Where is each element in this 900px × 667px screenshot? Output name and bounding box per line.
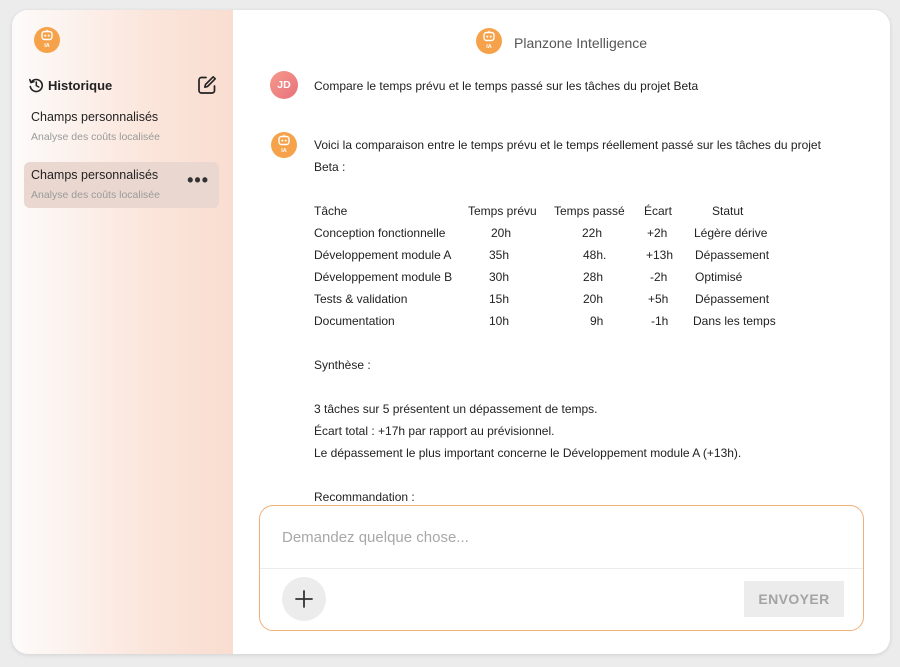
synthese-title: Synthèse : [314, 358, 371, 372]
conversation-item-active[interactable] [24, 162, 219, 208]
table-cell-spent: 22h [582, 226, 603, 240]
history-header [28, 76, 218, 96]
table-cell-status: Dépassement [695, 248, 770, 262]
table-header-planned: Temps prévu [468, 204, 537, 218]
composer-divider [260, 568, 863, 569]
user-avatar: JD [270, 71, 298, 99]
table-cell-gap: -1h [651, 314, 669, 328]
table-cell-task: Développement module A [314, 248, 452, 262]
svg-text:IA: IA [486, 44, 492, 50]
chat-header [476, 28, 696, 56]
robot-icon [34, 27, 60, 53]
table-cell-spent: 28h [583, 270, 604, 284]
app-window [12, 10, 890, 654]
table-cell-spent: 48h. [583, 248, 607, 262]
conversation-subtitle: Analyse des coûts localisée [31, 131, 160, 143]
response-intro-continued: Beta : [314, 160, 346, 174]
table-cell-gap: +2h [647, 226, 668, 240]
table-cell-planned: 10h [489, 314, 510, 328]
message-input[interactable] [260, 506, 863, 568]
robot-icon [271, 132, 297, 158]
plus-icon [282, 577, 326, 621]
table-cell-task: Tests & validation [314, 292, 408, 306]
send-button[interactable]: ENVOYER [744, 581, 844, 617]
more-options-icon[interactable]: ••• [187, 170, 209, 190]
history-icon [28, 77, 44, 93]
conversation-title: Champs personnalisés [31, 110, 159, 124]
table-cell-spent: 9h [590, 314, 604, 328]
recommandation-title: Recommandation : [314, 490, 415, 504]
table-cell-planned: 35h [489, 248, 510, 262]
edit-icon[interactable] [196, 74, 218, 96]
table-cell-gap: -2h [650, 270, 668, 284]
synthese-line: 3 tâches sur 5 présentent un dépassement de temps. [314, 402, 598, 416]
conversation-item[interactable] [24, 104, 219, 150]
table-cell-task: Documentation [314, 314, 395, 328]
table-header-spent: Temps passé [554, 204, 625, 218]
chat-panel [233, 10, 890, 654]
response-intro: Voici la comparaison entre le temps prévu et le temps réellement passé sur les tâches du projet [314, 138, 821, 152]
svg-text:IA: IA [281, 148, 287, 154]
table-cell-spent: 20h [583, 292, 604, 306]
conversation-title: Champs personnalisés [31, 168, 159, 182]
history-title: Historique [48, 78, 113, 93]
assistant-name: Planzone Intelligence [514, 35, 648, 51]
add-attachment-button[interactable] [282, 577, 326, 621]
table-cell-task: Développement module B [314, 270, 453, 284]
sidebar [12, 10, 233, 654]
table-cell-status: Légère dérive [694, 226, 768, 240]
table-header-task: Tâche [314, 204, 348, 218]
header-assistant-avatar [476, 28, 502, 54]
synthese-line: Le dépassement le plus important concerne le Développement module A (+13h). [314, 446, 742, 460]
table-cell-planned: 30h [489, 270, 510, 284]
table-cell-gap: +13h [646, 248, 674, 262]
table-cell-status: Optimisé [695, 270, 743, 284]
sidebar-assistant-avatar [34, 27, 60, 53]
table-header-gap: Écart [644, 204, 673, 218]
conversation-subtitle: Analyse des coûts localisée [31, 189, 160, 201]
table-cell-planned: 15h [489, 292, 510, 306]
message-composer [259, 505, 864, 631]
user-message: Compare le temps prévu et le temps passé sur les tâches du projet Beta [314, 79, 699, 93]
robot-icon [476, 28, 502, 54]
response-assistant-avatar [271, 132, 297, 158]
synthese-line: Écart total : +17h par rapport au prévisionnel. [314, 424, 555, 438]
table-cell-gap: +5h [648, 292, 669, 306]
table-cell-status: Dans les temps [693, 314, 776, 328]
svg-text:IA: IA [44, 43, 50, 49]
table-cell-planned: 20h [491, 226, 512, 240]
table-header-status: Statut [712, 204, 744, 218]
table-cell-task: Conception fonctionnelle [314, 226, 446, 240]
table-cell-status: Dépassement [695, 292, 770, 306]
